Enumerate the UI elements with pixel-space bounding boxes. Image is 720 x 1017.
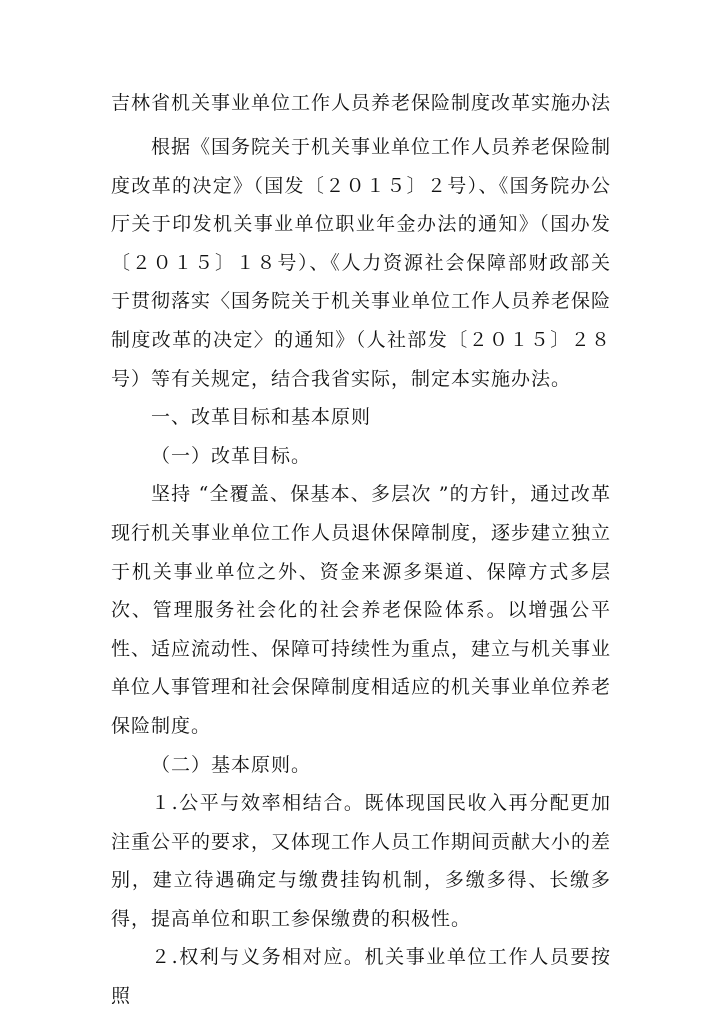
document-body [111, 128, 611, 1016]
paragraph-principle-1: １.公平与效率相结合。既体现国民收入再分配更加注重公平的要求，又体现工作人员工作期间贡献大小的差别，建立待遇确定与缴费挂钩机制，多缴多得、长缴多得，提高单位和职工参保缴费的积极性。 [111, 792, 612, 930]
paragraph-reform-goal: 坚持 “全覆盖、保基本、多层次 ”的方针，通过改革现行机关事业单位工作人员退休保障制度，逐步建立独立于机关事业单位之外、资金来源多渠道、保障方式多层次、管理服务社会化的社会养老保险体系。以增强公平性、适应流动性、保障可持续性为重点，建立与机关事业单位人事管理和社会保障制度相适应的机关事业单位养老保险制度。 [111, 483, 612, 737]
paragraph-preamble: 根据《国务院关于机关事业单位工作人员养老保险制度改革的决定》（国发〔２０１５〕２号）、《国务院办公厅关于印发机关事业单位职业年金办法的通知》（国办发〔２０１５〕１８号）、《人力资源社会保障部财政部关于贯彻落实〈国务院关于机关事业单位工作人员养老保险制度改革的决定〉的通知》（人社部发〔２０１５〕２８号）等有关规定，结合我省实际，制定本实施办法。 [111, 136, 612, 390]
section-heading-1: 一、改革目标和基本原则 [151, 406, 372, 429]
document-title: 吉林省机关事业单位工作人员养老保险制度改革实施办法 [111, 92, 612, 114]
subsection-heading-2: （二）基本原则。 [151, 753, 312, 776]
subsection-heading-1: （一）改革目标。 [151, 444, 312, 467]
paragraph-principle-2: ２.权利与义务相对应。机关事业单位工作人员要按照 [111, 946, 611, 1008]
